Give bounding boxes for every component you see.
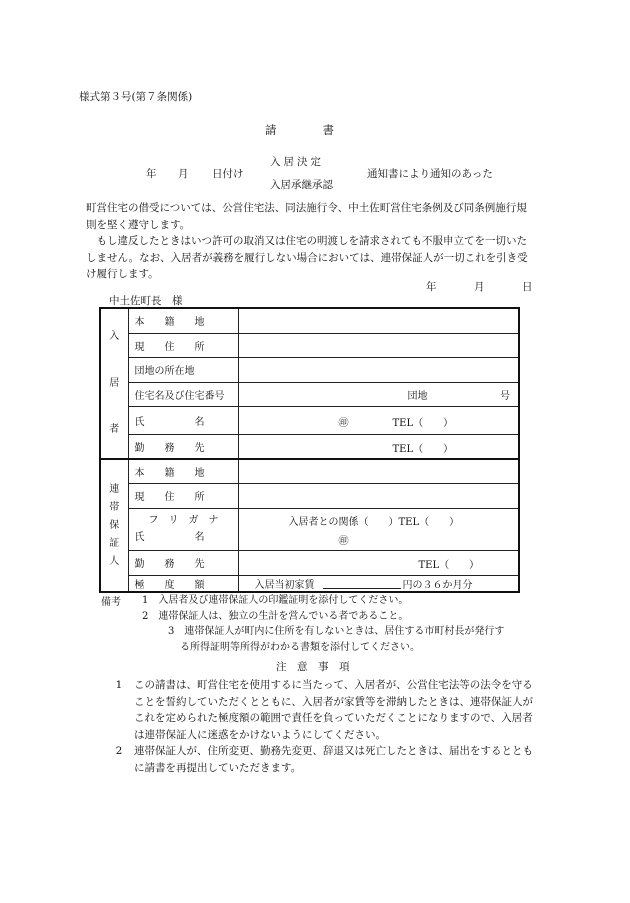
resident-workplace-field[interactable] (238, 435, 519, 459)
guarantor-relation-tel: 入居者との関係（ ）TEL（ ） (288, 517, 460, 529)
remarks-list (142, 593, 522, 655)
document-title: 請 書 (265, 123, 334, 137)
body-paragraph-2: もし違反したときはいつ許可の取消又は住宅の明渡しを請求されても不服申立てを一切いたしません。なお、入居者が義務を履行しない場合においては、連帯保証人が一切これを引き受け履行します。 (86, 235, 528, 280)
body-paragraph-1: 町営住宅の借受については、公営住宅法、同法施行令、中土佐町営住宅条例及び同条例施行規則を堅く遵守します。 (86, 202, 527, 231)
application-form-table (99, 307, 520, 593)
resident-danchi-label: 団地の所在地 (128, 358, 238, 382)
limit-suffix: 円の３６か月分 (402, 580, 473, 592)
decision-option-1: 入居決定 (270, 156, 324, 168)
note-item (104, 743, 534, 776)
decision-option-2: 入居承継承認 (270, 179, 333, 191)
resident-address-label: 現 住 所 (128, 333, 238, 357)
guarantor-name-label: 氏 名 (134, 532, 205, 544)
body-text (86, 200, 532, 283)
form-number: 様式第３号(第７条関係) (79, 91, 193, 103)
guarantor-workplace-field[interactable] (238, 551, 519, 575)
resident-housing-field[interactable] (238, 382, 519, 406)
note-number: 1 (115, 679, 123, 691)
decision-year: 年 (146, 168, 157, 180)
date-month: 月 (474, 281, 485, 293)
note-text: この請書は、町営住宅を使用するに当たって、入居者が、公営住宅法等の法令を守ることを誓約していただくとともに、入居者が家賃等を滞納したときは、連帯保証人がこれを定められた極度額の範囲で責任を負っていただくことになりますので、入居者は連帯保証人に迷惑をかけないようにしてください。 (134, 679, 533, 741)
guarantor-group-label: 連 帯 保 証 人 (100, 459, 128, 592)
guarantor-honseki-field[interactable] (238, 459, 519, 483)
note-item (104, 677, 534, 743)
guarantor-limit-label: 極 度 額 (128, 575, 238, 592)
addressee: 中土佐町長 様 (109, 295, 183, 307)
resident-name-field[interactable] (238, 407, 519, 435)
limit-amount-underline (323, 588, 401, 589)
remark-item: 1 入居者及び連帯保証人の印鑑証明を添付してください。 (142, 595, 409, 606)
guarantor-address-label: 現 住 所 (128, 484, 238, 508)
date-day: 日 (522, 281, 533, 293)
guarantor-address-field[interactable] (238, 484, 519, 508)
guarantor-seal-mark: ㊞ (338, 536, 349, 548)
remarks-label: 備考 (101, 597, 121, 608)
decision-trailing-text: 通知書により通知のあった (367, 168, 493, 180)
remark-item: 2 連帯保証人は、独立の生計を営んでいる者であること。 (142, 610, 409, 622)
danchi-label: 団地 (407, 391, 428, 403)
resident-group-label: 入 居 者 (100, 308, 128, 459)
date-year: 年 (426, 281, 437, 293)
remark-item: 3 連帯保証人が町内に住所を有しないときは、居住する市町村長が発行す (168, 626, 505, 637)
resident-tel: TEL（ ） (392, 417, 454, 429)
guarantor-limit-field[interactable] (238, 575, 519, 592)
notes-heading: 注 意 事 項 (276, 661, 350, 673)
guarantor-workplace-tel: TEL（ ） (418, 559, 480, 571)
remark-item-continuation: る所得証明等所得がわかる書類を添付してください。 (180, 641, 420, 653)
guarantor-name-label-cell (128, 508, 238, 551)
guarantor-honseki-label: 本 籍 地 (128, 459, 238, 483)
resident-workplace-label: 勤 務 先 (128, 435, 238, 459)
resident-honseki-label: 本 籍 地 (128, 308, 238, 333)
resident-danchi-field[interactable] (238, 358, 519, 382)
guarantor-name-field[interactable] (238, 508, 519, 551)
guarantor-workplace-label: 勤 務 先 (128, 551, 238, 575)
limit-prefix: 入居当初家賃 (254, 580, 315, 592)
note-number: 2 (115, 745, 123, 757)
guarantor-furigana-label: フ リ ガ ナ (148, 515, 219, 527)
resident-address-field[interactable] (238, 333, 519, 357)
resident-workplace-tel: TEL（ ） (392, 443, 454, 455)
decision-date-suffix: 日付け (212, 168, 244, 180)
go-label: 号 (500, 391, 510, 403)
resident-housing-label: 住宅名及び住宅番号 (128, 382, 238, 406)
seal-mark: ㊞ (338, 417, 349, 429)
resident-name-label: 氏 名 (128, 407, 238, 435)
notes-list (104, 677, 534, 776)
note-text: 連帯保証人が、住所変更、勤務先変更、辞退又は死亡したときは、届出をするとともに請書を再提出していただきます。 (134, 745, 533, 774)
decision-month: 月 (178, 168, 189, 180)
resident-honseki-field[interactable] (238, 308, 519, 333)
